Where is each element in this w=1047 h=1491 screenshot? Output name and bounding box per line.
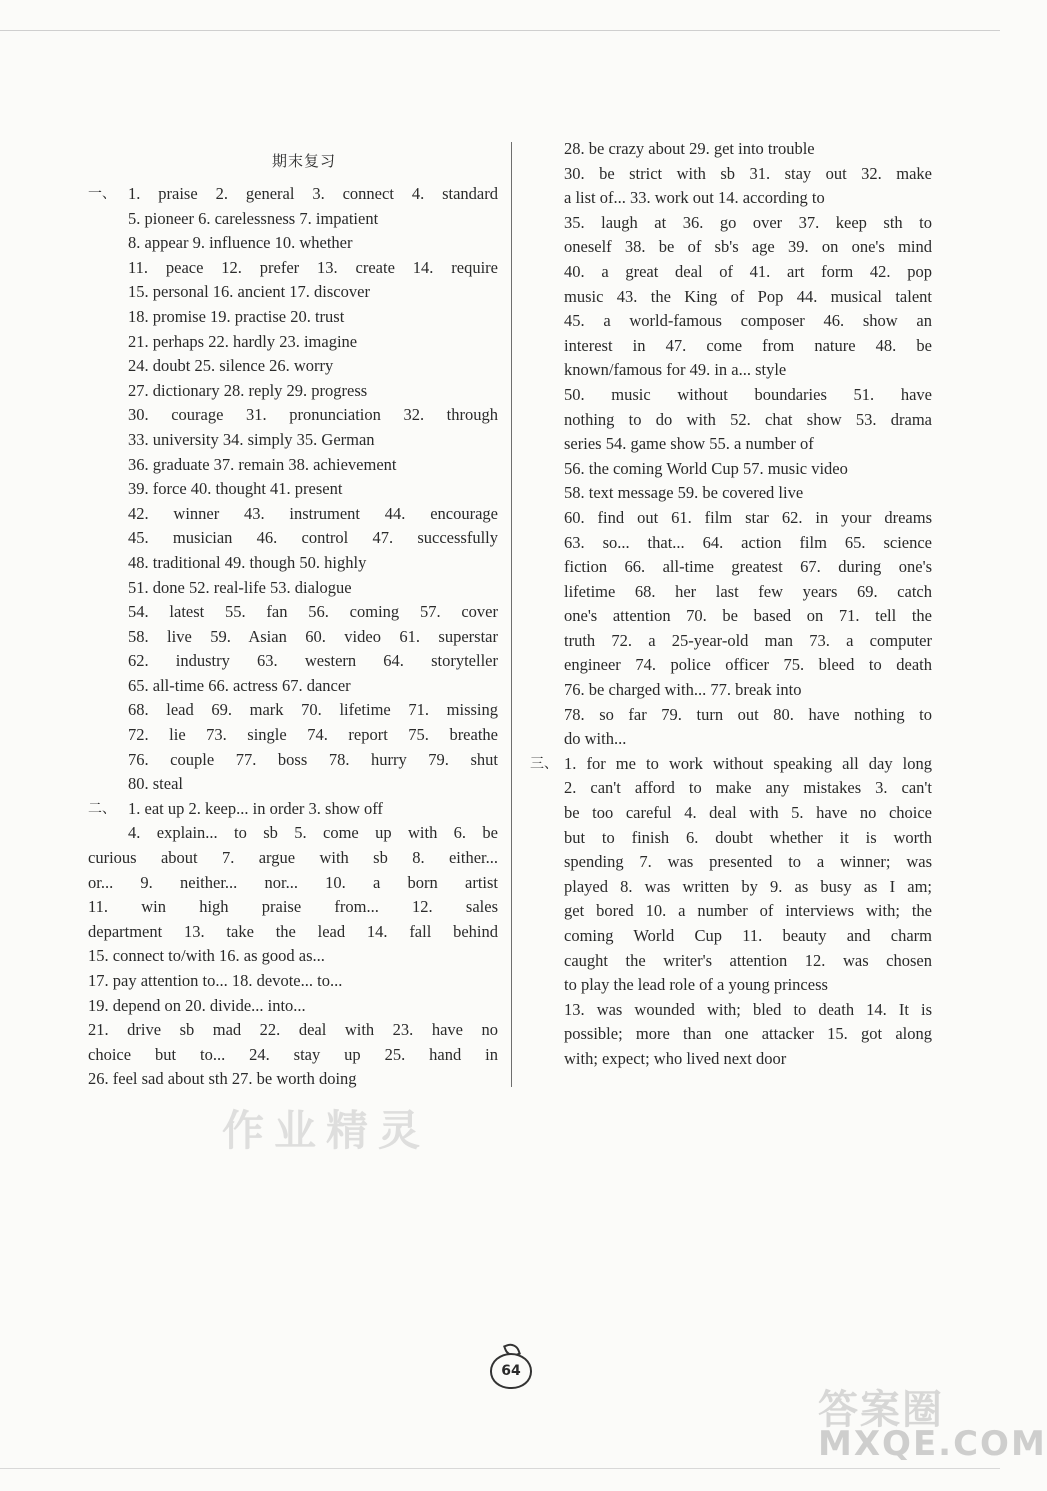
answer-line: 21. perhaps 22. hardly 23. imagine bbox=[128, 331, 358, 351]
answer-line: or... 9. neither... nor... 10. a born artist bbox=[88, 872, 498, 892]
answer-line: 11. win high praise from... 12. sales bbox=[88, 897, 498, 917]
answer-line: 21. drive sb mad 22. deal with 23. have no bbox=[88, 1020, 498, 1040]
answer-line: 30. be strict with sb 31. stay out 32. make bbox=[564, 163, 932, 183]
answer-line: 1. praise 2. general 3. connect 4. standard bbox=[128, 184, 498, 203]
answer-line: 50. music without boundaries 51. have bbox=[564, 384, 932, 404]
section-three-number: 三、 bbox=[530, 755, 558, 772]
answer-line: 60. find out 61. film star 62. in your dreams bbox=[564, 507, 932, 527]
answer-line: 1. eat up 2. keep... in order 3. show off bbox=[128, 798, 383, 818]
answer-line: 24. doubt 25. silence 26. worry bbox=[128, 356, 334, 376]
answer-line: one's attention 70. be based on 71. tell the bbox=[564, 606, 932, 626]
answer-line: 26. feel sad about sth 27. be worth doing bbox=[88, 1069, 357, 1089]
answer-line: lifetime 68. her last few years 69. catch bbox=[564, 581, 932, 601]
answer-line: with; expect; who lived next door bbox=[564, 1048, 787, 1068]
page-number: 64 bbox=[490, 1353, 532, 1389]
answer-line: 19. depend on 20. divide... into... bbox=[88, 995, 306, 1015]
answer-line: 76. couple 77. boss 78. hurry 79. shut bbox=[128, 749, 498, 769]
answer-line: 76. be charged with... 77. break into bbox=[564, 680, 802, 700]
answer-line: 63. so... that... 64. action film 65. science bbox=[564, 532, 932, 552]
section-two-lines bbox=[128, 797, 498, 846]
answer-line: 11. peace 12. prefer 13. create 14. require bbox=[128, 257, 498, 277]
bottom-rule bbox=[0, 1468, 1000, 1469]
answer-line: 51. done 52. real-life 53. dialogue bbox=[128, 577, 352, 597]
answer-line: 40. a great deal of 41. art form 42. pop bbox=[564, 261, 932, 281]
corner-watermark-logo: 答案圈 bbox=[818, 1387, 944, 1433]
answer-line: 39. force 40. thought 41. present bbox=[128, 479, 343, 499]
answer-line: 36. graduate 37. remain 38. achievement bbox=[128, 454, 397, 474]
answer-line: coming World Cup 11. beauty and charm bbox=[564, 926, 932, 945]
answer-line: series 54. game show 55. a number of bbox=[564, 434, 814, 454]
answer-line: 80. steal bbox=[128, 774, 183, 794]
answer-line: engineer 74. police officer 75. bleed to death bbox=[564, 655, 932, 675]
answer-line: nothing to do with 52. chat show 53. drama bbox=[564, 409, 932, 429]
answer-line: 68. lead 69. mark 70. lifetime 71. missing bbox=[128, 700, 498, 720]
answer-line: 42. winner 43. instrument 44. encourage bbox=[128, 503, 498, 523]
answer-line: 4. explain... to sb 5. come up with 6. be bbox=[128, 823, 498, 843]
answer-line: 17. pay attention to... 18. devote... to... bbox=[88, 971, 343, 990]
answer-line: 35. laugh at 36. go over 37. keep sth to bbox=[564, 212, 932, 232]
answer-line: choice but to... 24. stay up 25. hand in bbox=[88, 1044, 498, 1064]
answer-line: to play the lead role of a young princess bbox=[564, 975, 828, 995]
answer-line: possible; more than one attacker 15. got along bbox=[564, 1024, 932, 1044]
answer-line: caught the writer's attention 12. was chosen bbox=[564, 950, 932, 970]
answer-line: 1. for me to work without speaking all day long bbox=[564, 753, 932, 773]
section-three-lines bbox=[564, 752, 932, 1072]
answer-line: interest in 47. come from nature 48. be bbox=[564, 335, 932, 355]
answer-line: be too careful 4. deal with 5. have no choice bbox=[564, 803, 932, 823]
corner-watermark-url: MXQE.COM bbox=[818, 1424, 1047, 1464]
answer-line: curious about 7. argue with sb 8. either... bbox=[88, 848, 498, 868]
answer-line: fiction 66. all-time greatest 67. during one's bbox=[564, 557, 932, 577]
answer-line: truth 72. a 25-year-old man 73. a computer bbox=[564, 630, 932, 650]
answer-line: 27. dictionary 28. reply 29. progress bbox=[128, 380, 368, 400]
page-title: 期末复习 bbox=[271, 152, 336, 170]
answer-line: 78. so far 79. turn out 80. have nothing to bbox=[564, 704, 932, 724]
right-column bbox=[530, 137, 932, 1072]
answer-line: known/famous for 49. in a... style bbox=[564, 360, 787, 380]
section-two bbox=[88, 797, 498, 846]
answer-line: 15. connect to/with 16. as good as... bbox=[88, 946, 325, 966]
answer-line: music 43. the King of Pop 44. musical talent bbox=[564, 286, 932, 306]
answer-line: 48. traditional 49. though 50. highly bbox=[128, 552, 367, 572]
answer-line: spending 7. was presented to a winner; was bbox=[564, 852, 932, 872]
column-divider bbox=[511, 142, 512, 1087]
section-two-continued bbox=[88, 846, 498, 1092]
answer-line: 62. industry 63. western 64. storyteller bbox=[128, 651, 498, 671]
answer-line: department 13. take the lead 14. fall behind bbox=[88, 921, 498, 941]
section-three bbox=[530, 752, 932, 1072]
answer-line: 54. latest 55. fan 56. coming 57. cover bbox=[128, 602, 498, 622]
answer-line: 13. was wounded with; bled to death 14. It is bbox=[564, 999, 932, 1019]
section-two-right-lines bbox=[564, 137, 932, 752]
answer-line: a list of... 33. work out 14. according to bbox=[564, 188, 825, 208]
answer-line: 72. lie 73. single 74. report 75. breathe bbox=[128, 725, 498, 745]
answer-line: oneself 38. be of sb's age 39. on one's mind bbox=[564, 237, 932, 257]
section-two-number: 二、 bbox=[88, 800, 116, 817]
left-column bbox=[88, 145, 498, 1092]
answer-line: 15. personal 16. ancient 17. discover bbox=[128, 282, 370, 302]
section-one bbox=[88, 182, 498, 797]
answer-line: get bored 10. a number of interviews with; the bbox=[564, 901, 932, 921]
answer-line: played 8. was written by 9. as busy as I am; bbox=[564, 876, 932, 896]
answer-line: do with... bbox=[564, 729, 627, 749]
answer-line: 5. pioneer 6. carelessness 7. impatient bbox=[128, 208, 379, 228]
section-one-lines bbox=[128, 182, 498, 797]
answer-line: 33. university 34. simply 35. German bbox=[128, 429, 375, 449]
answer-line: 2. can't afford to make any mistakes 3. can't bbox=[564, 778, 932, 798]
answer-line: but to finish 6. doubt whether it is worth bbox=[564, 827, 932, 847]
answer-line: 58. live 59. Asian 60. video 61. superstar bbox=[128, 626, 498, 646]
answer-line: 18. promise 19. practise 20. trust bbox=[128, 306, 345, 326]
answer-line: 8. appear 9. influence 10. whether bbox=[128, 233, 353, 253]
answer-line: 65. all-time 66. actress 67. dancer bbox=[128, 675, 351, 695]
answer-line: 45. musician 46. control 47. successfully bbox=[128, 528, 498, 548]
answer-line: 28. be crazy about 29. get into trouble bbox=[564, 139, 815, 158]
answer-line: 58. text message 59. be covered live bbox=[564, 483, 804, 503]
answer-line: 45. a world-famous composer 46. show an bbox=[564, 311, 932, 331]
section-one-number: 一、 bbox=[88, 186, 116, 202]
watermark-text: 作业精灵 bbox=[222, 1106, 431, 1155]
top-rule bbox=[0, 30, 1000, 31]
answer-line: 30. courage 31. pronunciation 32. through bbox=[128, 405, 498, 425]
answer-line: 56. the coming World Cup 57. music video bbox=[564, 458, 848, 478]
